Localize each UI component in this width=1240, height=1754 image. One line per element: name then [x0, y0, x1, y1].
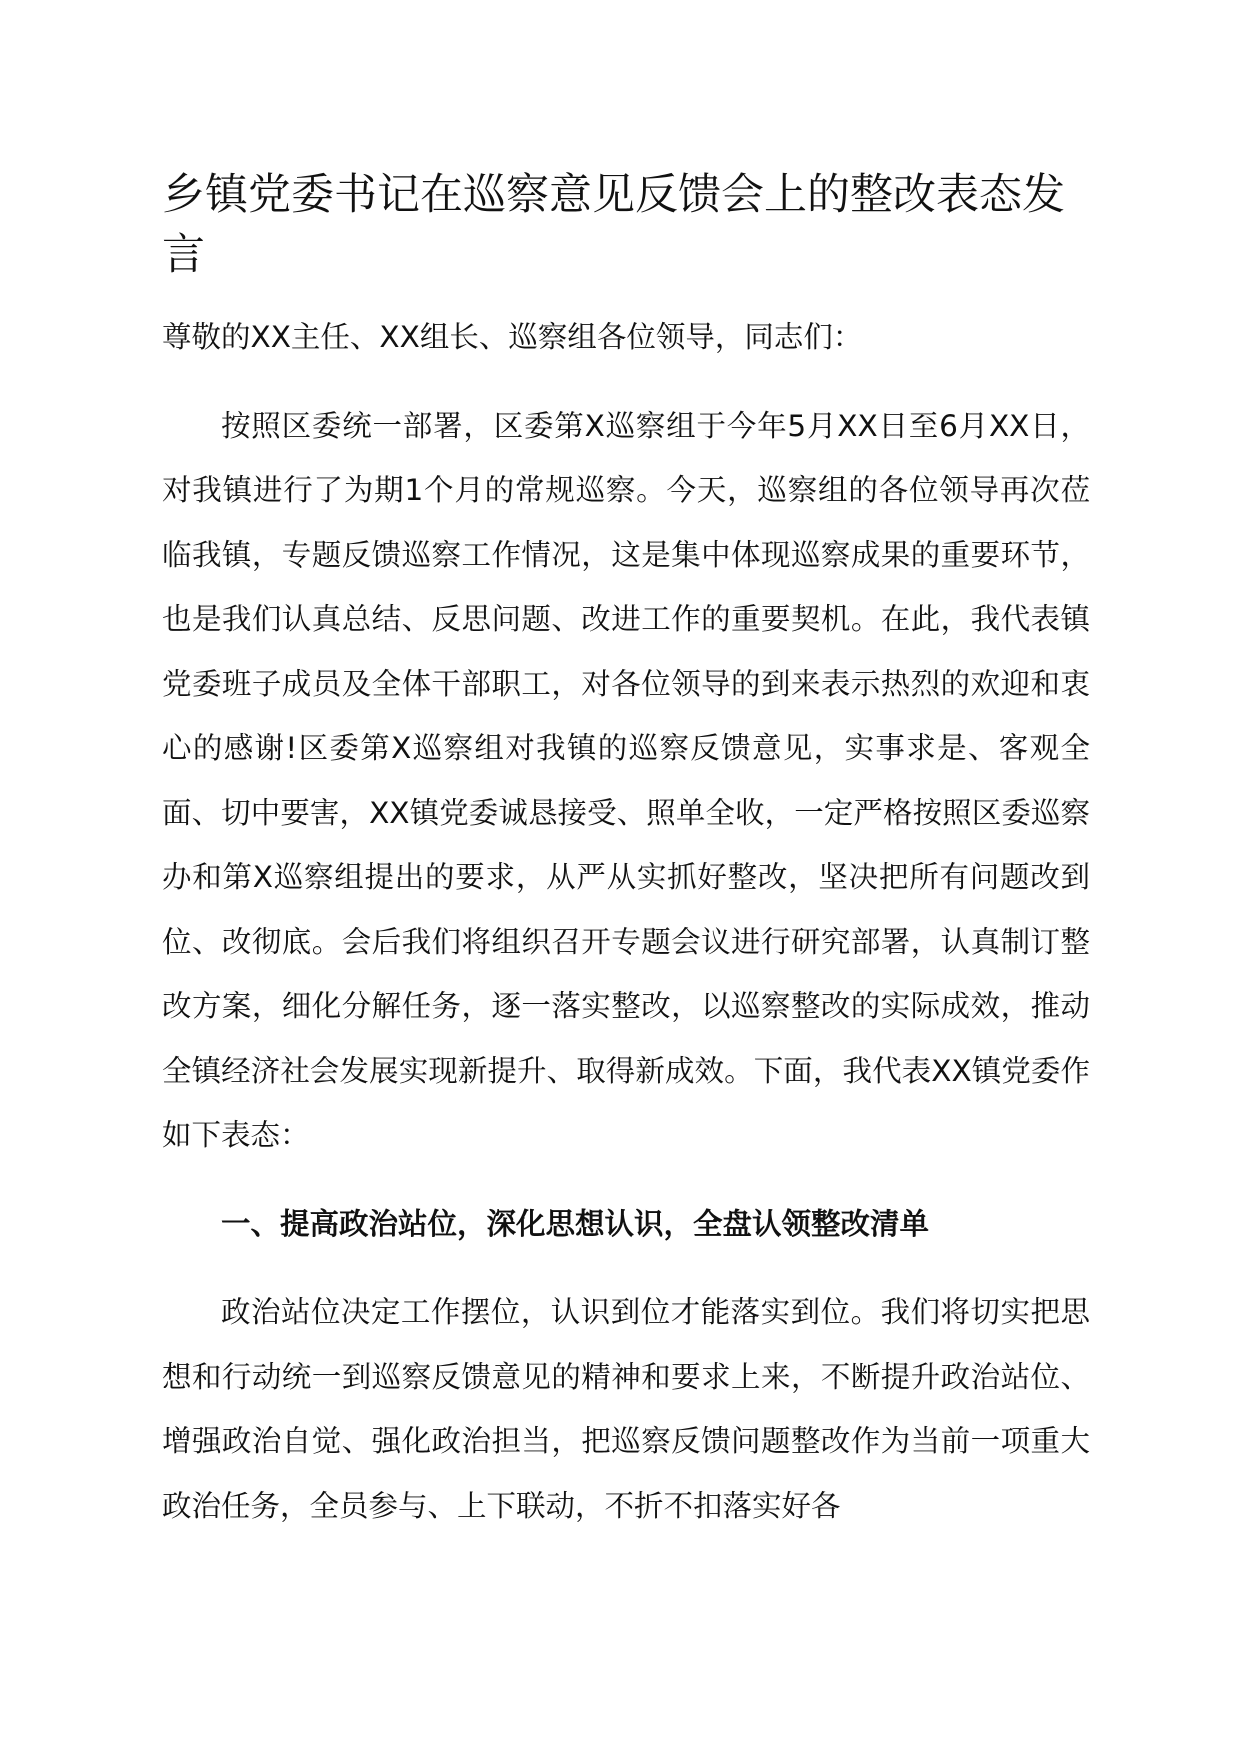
salutation: 尊敬的XX主任、XX组长、巡察组各位领导，同志们：	[162, 320, 863, 354]
document-title: 乡镇党委书记在巡察意见反馈会上的整改表态发言	[162, 170, 1065, 280]
body-paragraph-2: 政治站位决定工作摆位，认识到位才能落实到位。我们将切实把思想和行动统一到巡察反馈意见的精神和要求上来，不断提升政治站位、增强政治自觉、强化政治担当，把巡察反馈问题整改作为当前一项重大政治任务，全员参与、上下联动，不折不扣落实好各	[162, 1295, 1090, 1523]
body-paragraph-1: 按照区委统一部署，区委第X巡察组于今年5月XX日至6月XX日，对我镇进行了为期1个月的常规巡察。今天，巡察组的各位领导再次莅临我镇，专题反馈巡察工作情况，这是集中体现巡察成果的重要环节，也是我们认真总结、反思问题、改进工作的重要契机。在此，我代表镇党委班子成员及全体干部职工，对各位领导的到来表示热烈的欢迎和衷心的感谢!区委第X巡察组对我镇的巡察反馈意见，实事求是、客观全面、切中要害，XX镇党委诚恳接受、照单全收，一定严格按照区委巡察办和第X巡察组提出的要求，从严从实抓好整改，坚决把所有问题改到位、改彻底。会后我们将组织召开专题会议进行研究部署，认真制订整改方案，细化分解任务，逐一落实整改，以巡察整改的实际成效，推动全镇经济社会发展实现新提升、取得新成效。下面，我代表XX镇党委作如下表态：	[162, 408, 1090, 1152]
document-page	[162, 165, 1090, 1538]
section-heading-1: 一、提高政治站位，深化思想认识，全盘认领整改清单	[221, 1206, 930, 1241]
